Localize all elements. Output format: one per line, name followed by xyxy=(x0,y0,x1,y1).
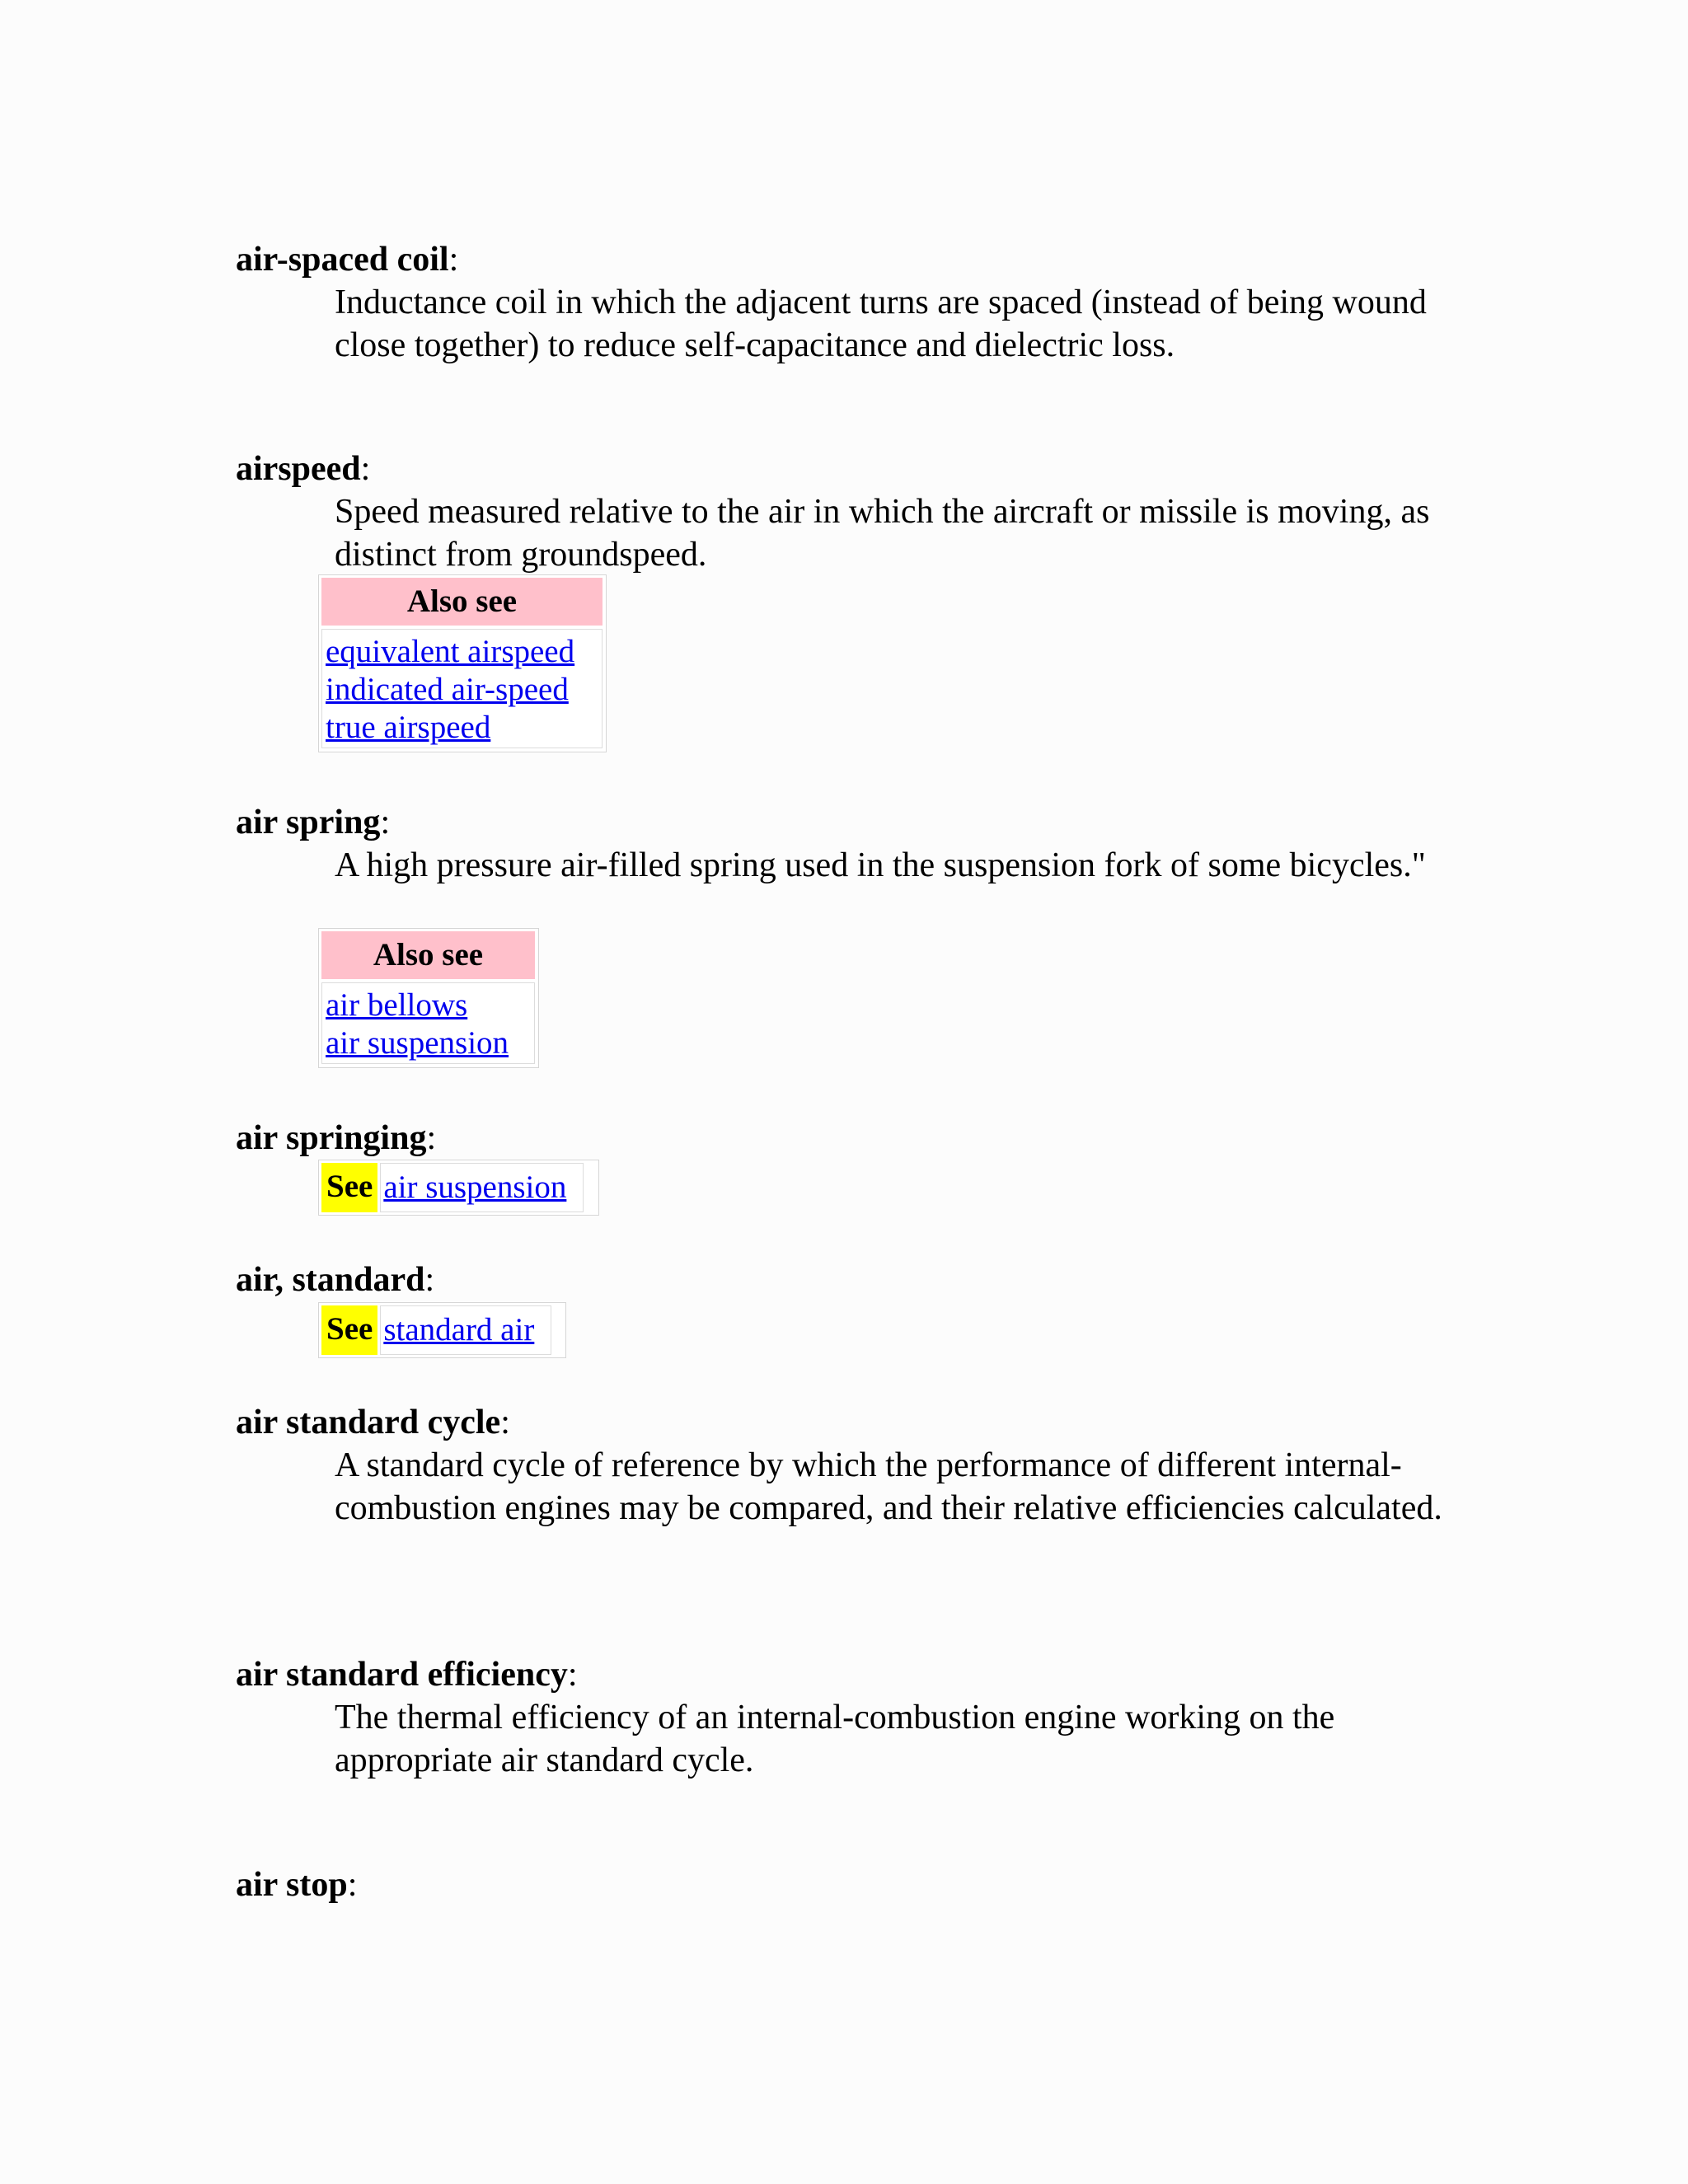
entry-term: air stop xyxy=(236,1866,348,1904)
also-see-header: Also see xyxy=(321,931,535,979)
entry-term-line: air standard cycle: xyxy=(236,1404,510,1441)
see-link[interactable]: standard air xyxy=(383,1312,535,1347)
also-see-link[interactable]: air suspension xyxy=(326,1025,509,1061)
entry-definition: Inductance coil in which the adjacent turns are spaced (instead of being wound close together) to reduce self-capacitance and dielectric loss. xyxy=(335,284,1427,364)
entry xyxy=(236,1863,1472,1906)
also-see-links xyxy=(321,629,603,748)
see-target xyxy=(380,1305,551,1355)
entry-term: air standard efficiency xyxy=(236,1656,568,1694)
see-link[interactable]: air suspension xyxy=(383,1169,567,1205)
entry-term-line: air standard efficiency: xyxy=(236,1656,578,1694)
also-see-link[interactable]: indicated air-speed xyxy=(326,672,569,707)
entry xyxy=(236,1117,1472,1160)
also-see-links xyxy=(321,982,535,1064)
entry-term-line: air-spaced coil: xyxy=(236,241,459,279)
also-see-header: Also see xyxy=(321,578,603,626)
entry-definition: A standard cycle of reference by which the performance of different internal-combustion engines may be compared, and their relative efficiencies calculated. xyxy=(335,1446,1442,1527)
entry-term-line: airspeed: xyxy=(236,450,371,488)
also-see-link[interactable]: true airspeed xyxy=(326,710,491,745)
entry xyxy=(236,1653,1472,1782)
entry-term-line: air stop: xyxy=(236,1866,358,1904)
entry-term: air-spaced coil xyxy=(236,241,449,279)
see-box xyxy=(318,1160,599,1216)
entry xyxy=(236,238,1472,367)
entry-definition: Speed measured relative to the air in which the aircraft or missile is moving, as distinct from groundspeed. xyxy=(335,493,1430,574)
see-label: See xyxy=(321,1305,377,1355)
entry xyxy=(236,448,1472,576)
entry xyxy=(236,1258,1472,1301)
entry-term: air springing xyxy=(236,1119,427,1157)
also-see-box xyxy=(318,574,607,752)
entry-definition: The thermal efficiency of an internal-combustion engine working on the appropriate air standard cycle. xyxy=(335,1699,1335,1779)
entry-term: airspeed xyxy=(236,450,361,488)
also-see-box xyxy=(318,928,539,1068)
see-label: See xyxy=(321,1163,377,1212)
also-see-link[interactable]: air bellows xyxy=(326,987,468,1023)
entry xyxy=(236,801,1472,887)
see-box xyxy=(318,1302,566,1358)
entry-definition: A high pressure air-filled spring used in the suspension fork of some bicycles." xyxy=(335,846,1426,884)
entry xyxy=(236,1401,1472,1530)
entry-term-line: air springing: xyxy=(236,1119,437,1157)
see-target xyxy=(380,1163,584,1212)
entry-term-line: air spring: xyxy=(236,804,391,841)
entry-term: air standard cycle xyxy=(236,1404,501,1441)
entry-term-line: air, standard: xyxy=(236,1261,435,1299)
entry-term: air, standard xyxy=(236,1261,425,1299)
also-see-link[interactable]: equivalent airspeed xyxy=(326,634,575,669)
entry-term: air spring xyxy=(236,804,381,841)
